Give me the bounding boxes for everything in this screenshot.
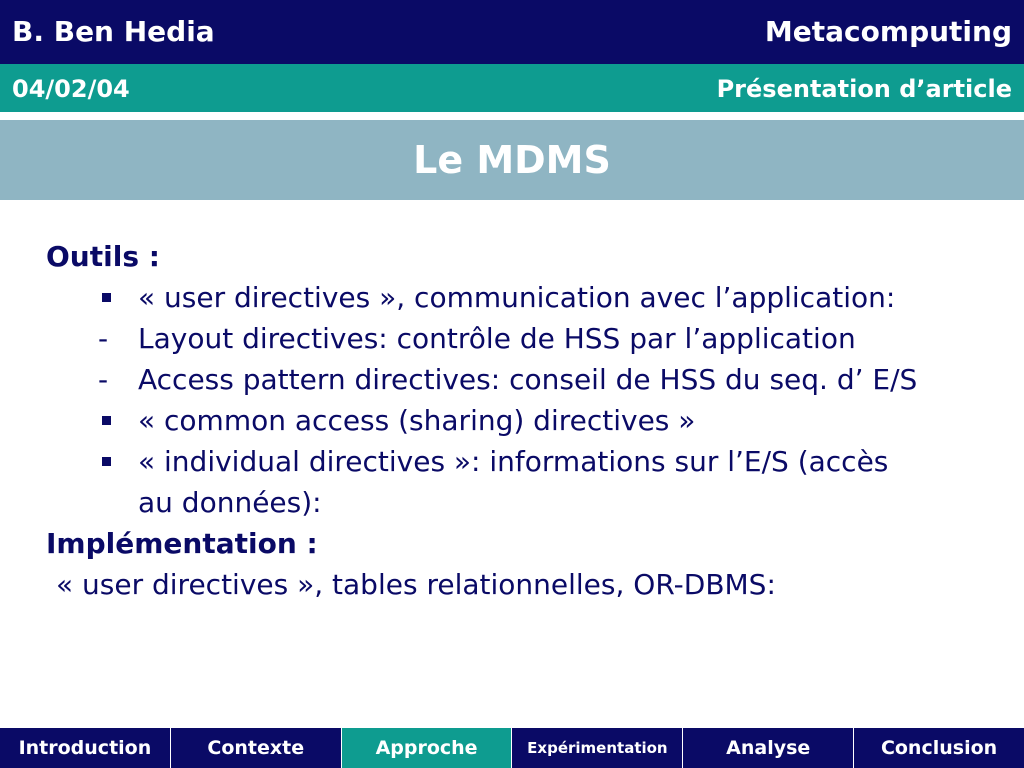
list-item-text: « individual directives »: informations sur l’E/S (accès au données):	[138, 445, 889, 519]
nav-introduction[interactable]: Introduction	[0, 728, 171, 768]
section-nav	[0, 728, 1024, 768]
list-item	[46, 359, 1006, 400]
nav-conclusion[interactable]: Conclusion	[880, 737, 998, 759]
list-item-text: « common access (sharing) directives »	[138, 404, 696, 437]
presentation-date: 04/02/04	[12, 75, 130, 103]
slide-content	[46, 236, 1006, 605]
list-item	[46, 400, 1006, 441]
nav-contexte[interactable]: Contexte	[171, 728, 342, 768]
bullet-dash: -	[98, 363, 109, 396]
list-item	[46, 277, 1006, 318]
header-bar	[0, 0, 1024, 64]
presentation-subtitle: Présentation d’article	[716, 75, 1012, 103]
implementation-text: « user directives », tables relationnelles, OR-DBMS:	[56, 568, 776, 601]
nav-experimentation[interactable]: Expérimentation	[512, 728, 683, 768]
list-item-text: Access pattern directives: conseil de HSS du seq. d’ E/S	[138, 363, 918, 396]
outils-heading: Outils :	[46, 240, 160, 273]
subheader-bar	[0, 64, 1024, 112]
nav-approche[interactable]: Approche	[342, 728, 513, 768]
list-item-text: Layout directives: contrôle de HSS par l’application	[138, 322, 856, 355]
course-topic: Metacomputing	[764, 15, 1012, 48]
slide-title: Le MDMS	[0, 120, 1024, 200]
implementation-heading: Implémentation :	[46, 527, 318, 560]
list-item	[46, 441, 918, 523]
nav-analyse[interactable]: Analyse	[683, 728, 854, 768]
bullet-dash: -	[98, 322, 109, 355]
list-item	[46, 318, 1006, 359]
author-name: B. Ben Hedia	[12, 15, 215, 48]
list-item-text: « user directives », communication avec l’application:	[138, 281, 896, 314]
